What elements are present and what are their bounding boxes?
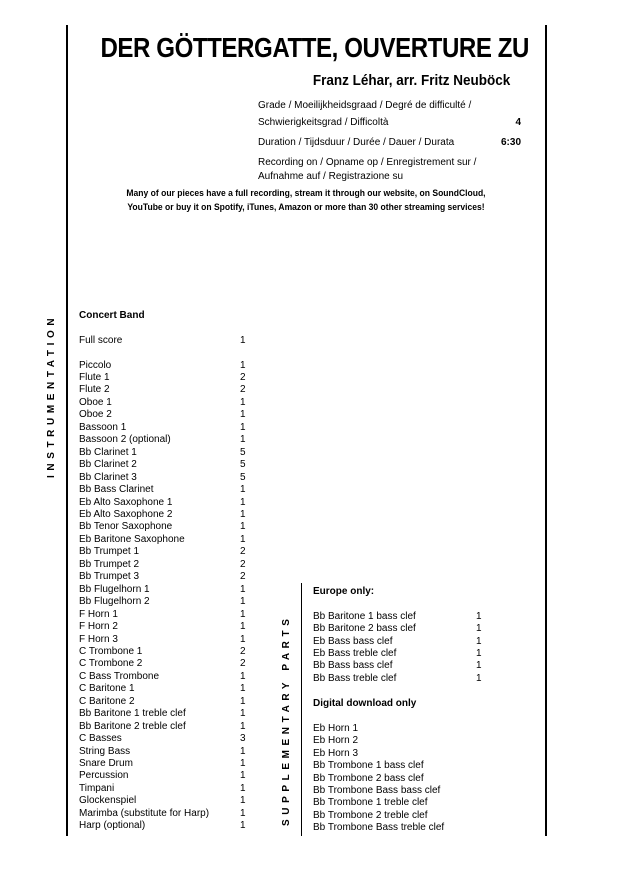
instrument-row [79, 645, 254, 657]
instrument-row [79, 608, 254, 620]
instrument-row [79, 807, 254, 819]
instrument-row [79, 820, 254, 832]
part-qty: 1 [476, 660, 482, 672]
instrumentation-list [79, 309, 254, 832]
instrument-row [79, 683, 254, 695]
instrument-name: F Horn 3 [79, 633, 118, 645]
digital-download-heading-label: Digital download only [313, 697, 417, 709]
part-name: Eb Bass bass clef [313, 635, 393, 647]
instrument-name: Bb Baritone 2 treble clef [79, 720, 186, 732]
instrument-name: Snare Drum [79, 758, 133, 770]
instrument-name: C Trombone 1 [79, 645, 143, 657]
duration-value: 6:30 [500, 137, 521, 149]
instrument-row [79, 533, 254, 545]
instrument-qty: 2 [240, 658, 246, 670]
part-name: Bb Trombone 1 bass clef [313, 760, 424, 772]
instrument-row [79, 757, 254, 769]
instrument-qty: 5 [240, 459, 246, 471]
instrument-name: Bb Clarinet 2 [79, 459, 137, 471]
instrument-qty: 2 [240, 645, 246, 657]
instrument-name: F Horn 1 [79, 608, 118, 620]
part-name: Bb Baritone 2 bass clef [313, 623, 416, 635]
instrument-qty: 1 [240, 633, 246, 645]
part-name: Eb Horn 3 [313, 747, 359, 759]
grade-label-line2: Schwierigkeitsgrad / Difficoltà [258, 117, 389, 128]
supplementary-parts-vertical-label: SUPPLEMENTARY PARTS [281, 614, 292, 826]
instrument-row [79, 708, 254, 720]
supplementary-part-row [313, 772, 493, 784]
instrument-name: Bb Flugelhorn 2 [79, 596, 150, 608]
supplementary-part-row [313, 809, 493, 821]
instrument-qty: 1 [240, 820, 246, 832]
instrument-name: Piccolo [79, 359, 112, 371]
spacer-row [313, 710, 493, 722]
instrument-name: String Bass [79, 745, 131, 757]
part-name: Bb Baritone 1 bass clef [313, 610, 416, 622]
part-name: Bb Trombone 2 treble clef [313, 809, 428, 821]
instrument-qty: 3 [240, 733, 246, 745]
instrument-qty: 2 [240, 371, 246, 383]
part-name: Eb Horn 1 [313, 722, 359, 734]
instrument-qty: 1 [240, 683, 246, 695]
part-name: Eb Bass treble clef [313, 647, 397, 659]
instrument-qty: 1 [240, 508, 246, 520]
instrument-row [79, 359, 254, 371]
instrument-row [79, 782, 254, 794]
instrument-row [79, 396, 254, 408]
spacer-row [313, 685, 493, 697]
instrument-row [79, 670, 254, 682]
instrumentation-vertical-label: INSTRUMENTATION [46, 313, 57, 479]
instrument-row [79, 745, 254, 757]
instrument-row [79, 409, 254, 421]
instrument-qty: 1 [240, 496, 246, 508]
instrument-qty: 1 [240, 608, 246, 620]
instrument-row [79, 371, 254, 383]
instrument-name: Bb Flugelhorn 1 [79, 583, 150, 595]
part-name: Eb Horn 2 [313, 735, 359, 747]
instrument-name: Bassoon 2 (optional) [79, 434, 171, 446]
supplementary-part-row [313, 722, 493, 734]
supplementary-part-row [313, 784, 493, 796]
part-qty: 1 [476, 647, 482, 659]
instrument-qty: 5 [240, 446, 246, 458]
supplementary-part-row [313, 822, 493, 834]
instrument-qty: 1 [240, 758, 246, 770]
instrument-qty: 2 [240, 546, 246, 558]
instrument-qty: 1 [240, 708, 246, 720]
right-border-rule [545, 25, 547, 836]
instrument-row [79, 558, 254, 570]
instrument-qty: 1 [240, 421, 246, 433]
instrument-qty: 1 [240, 521, 246, 533]
instrument-row [79, 795, 254, 807]
part-name: Bb Trombone Bass treble clef [313, 822, 445, 834]
instrument-row [79, 620, 254, 632]
instrument-qty: 2 [240, 571, 246, 583]
instrument-name: F Horn 2 [79, 621, 118, 633]
info-block [258, 100, 521, 182]
left-border-rule [66, 25, 68, 836]
spacer-row [79, 321, 254, 333]
page-title: DER GÖTTERGATTE, OUVERTURE ZU [100, 32, 530, 63]
instrument-row [79, 770, 254, 782]
spacer-row [79, 346, 254, 358]
instrument-name: C Baritone 2 [79, 695, 135, 707]
instrument-name: Marimba (substitute for Harp) [79, 807, 210, 819]
instrument-qty: 1 [240, 695, 246, 707]
instrument-name: Eb Baritone Saxophone [79, 533, 185, 545]
instrument-row [79, 695, 254, 707]
instrument-row [79, 458, 254, 470]
streaming-promo-text [91, 187, 521, 214]
instrument-row [79, 421, 254, 433]
instrument-name: C Basses [79, 733, 122, 745]
instrument-name: Timpani [79, 782, 115, 794]
instrument-qty: 1 [240, 782, 246, 794]
composer-arranger-line: Franz Léhar, arr. Fritz Neuböck [312, 72, 510, 89]
instrument-row [79, 658, 254, 670]
instrument-name: Bb Trumpet 2 [79, 558, 140, 570]
instrument-row [79, 471, 254, 483]
part-qty: 1 [476, 635, 482, 647]
supplementary-part-row [313, 647, 493, 659]
supplementary-part-row [313, 635, 493, 647]
instrument-name: Bb Clarinet 3 [79, 471, 137, 483]
supplementary-part-row [313, 660, 493, 672]
instrument-name: C Baritone 1 [79, 683, 135, 695]
instrument-row [79, 508, 254, 520]
duration-label: Duration / Tijdsduur / Durée / Dauer / Durata [258, 137, 455, 149]
instrument-qty: 1 [240, 484, 246, 496]
instrument-name: Bassoon 1 [79, 421, 127, 433]
instrument-name: Glockenspiel [79, 795, 137, 807]
part-name: Bb Bass treble clef [313, 672, 397, 684]
supplementary-part-row [313, 672, 493, 684]
instrument-qty: 1 [240, 409, 246, 421]
instrument-row [79, 633, 254, 645]
europe-only-heading [313, 585, 493, 597]
instrument-row [79, 720, 254, 732]
instrument-name: Bb Trumpet 1 [79, 546, 140, 558]
instrument-name: Bb Tenor Saxophone [79, 521, 173, 533]
instrument-qty: 1 [240, 621, 246, 633]
instrument-qty: 1 [240, 596, 246, 608]
spacer-row [313, 597, 493, 609]
instrument-qty: 1 [240, 396, 246, 408]
instrument-name: Bb Trumpet 3 [79, 571, 140, 583]
grade-label-line1: Grade / Moeilijkheidsgraad / Degré de difficulté / [258, 100, 472, 111]
part-qty: 1 [476, 672, 482, 684]
part-qty: 1 [476, 610, 482, 622]
instrument-qty: 2 [240, 558, 246, 570]
instrument-row [79, 571, 254, 583]
instrument-name: Eb Alto Saxophone 2 [79, 508, 173, 520]
part-name: Bb Trombone Bass bass clef [313, 784, 441, 796]
instrument-qty: 1 [240, 334, 246, 346]
supplementary-list [313, 585, 493, 834]
instrument-qty: 1 [240, 807, 246, 819]
part-qty: 1 [476, 623, 482, 635]
instrument-row [79, 496, 254, 508]
concert-band-heading [79, 309, 254, 321]
instrument-row [79, 446, 254, 458]
instrument-qty: 1 [240, 583, 246, 595]
supplementary-part-row [313, 747, 493, 759]
instrument-name: Percussion [79, 770, 129, 782]
supplementary-part-row [313, 622, 493, 634]
instrument-qty: 1 [240, 795, 246, 807]
instrument-name: Flute 2 [79, 384, 110, 396]
instrument-qty: 1 [240, 533, 246, 545]
supplementary-part-row [313, 759, 493, 771]
instrument-name: Eb Alto Saxophone 1 [79, 496, 173, 508]
instrument-row [79, 583, 254, 595]
digital-download-heading [313, 697, 493, 709]
part-name: Bb Trombone 2 bass clef [313, 772, 424, 784]
full-score-row [79, 334, 254, 346]
instrument-row [79, 483, 254, 495]
instrument-name: C Bass Trombone [79, 670, 160, 682]
instrument-row [79, 732, 254, 744]
instrument-qty: 1 [240, 770, 246, 782]
europe-only-heading-label: Europe only: [313, 585, 375, 597]
instrument-name: Full score [79, 334, 123, 346]
instrument-row [79, 384, 254, 396]
instrument-qty: 1 [240, 434, 246, 446]
grade-value: 4 [515, 117, 521, 128]
recording-label-line2: Aufnahme auf / Registrazione su [258, 170, 404, 182]
instrument-qty: 5 [240, 471, 246, 483]
supplementary-part-row [313, 734, 493, 746]
instrument-qty: 1 [240, 359, 246, 371]
europe-only-rows [313, 610, 493, 685]
promo-line2: YouTube or buy it on Spotify, iTunes, Amazon or more than 30 other streaming services! [127, 201, 485, 213]
instrument-name: C Trombone 2 [79, 658, 143, 670]
instrument-qty: 1 [240, 745, 246, 757]
instrument-name: Harp (optional) [79, 820, 146, 832]
instrument-row [79, 521, 254, 533]
instrument-row [79, 595, 254, 607]
instrument-name: Bb Baritone 1 treble clef [79, 708, 186, 720]
supplementary-part-row [313, 610, 493, 622]
part-name: Bb Trombone 1 treble clef [313, 797, 428, 809]
instrument-name: Oboe 1 [79, 396, 112, 408]
concert-band-heading-label: Concert Band [79, 309, 145, 321]
instrument-row [79, 434, 254, 446]
instrument-row [79, 546, 254, 558]
recording-label-line1: Recording on / Opname op / Enregistrement sur / [258, 156, 477, 168]
instrument-name: Bb Bass Clarinet [79, 484, 154, 496]
promo-line1: Many of our pieces have a full recording, stream it through our website, on SoundCloud, [126, 188, 486, 199]
instrument-qty: 1 [240, 670, 246, 682]
instrument-name: Bb Clarinet 1 [79, 446, 137, 458]
instrument-qty: 1 [240, 720, 246, 732]
instrument-rows [79, 359, 254, 832]
supplementary-part-row [313, 797, 493, 809]
digital-download-rows [313, 722, 493, 834]
part-name: Bb Bass bass clef [313, 660, 393, 672]
instrument-name: Oboe 2 [79, 409, 112, 421]
instrument-qty: 2 [240, 384, 246, 396]
instrument-name: Flute 1 [79, 371, 110, 383]
